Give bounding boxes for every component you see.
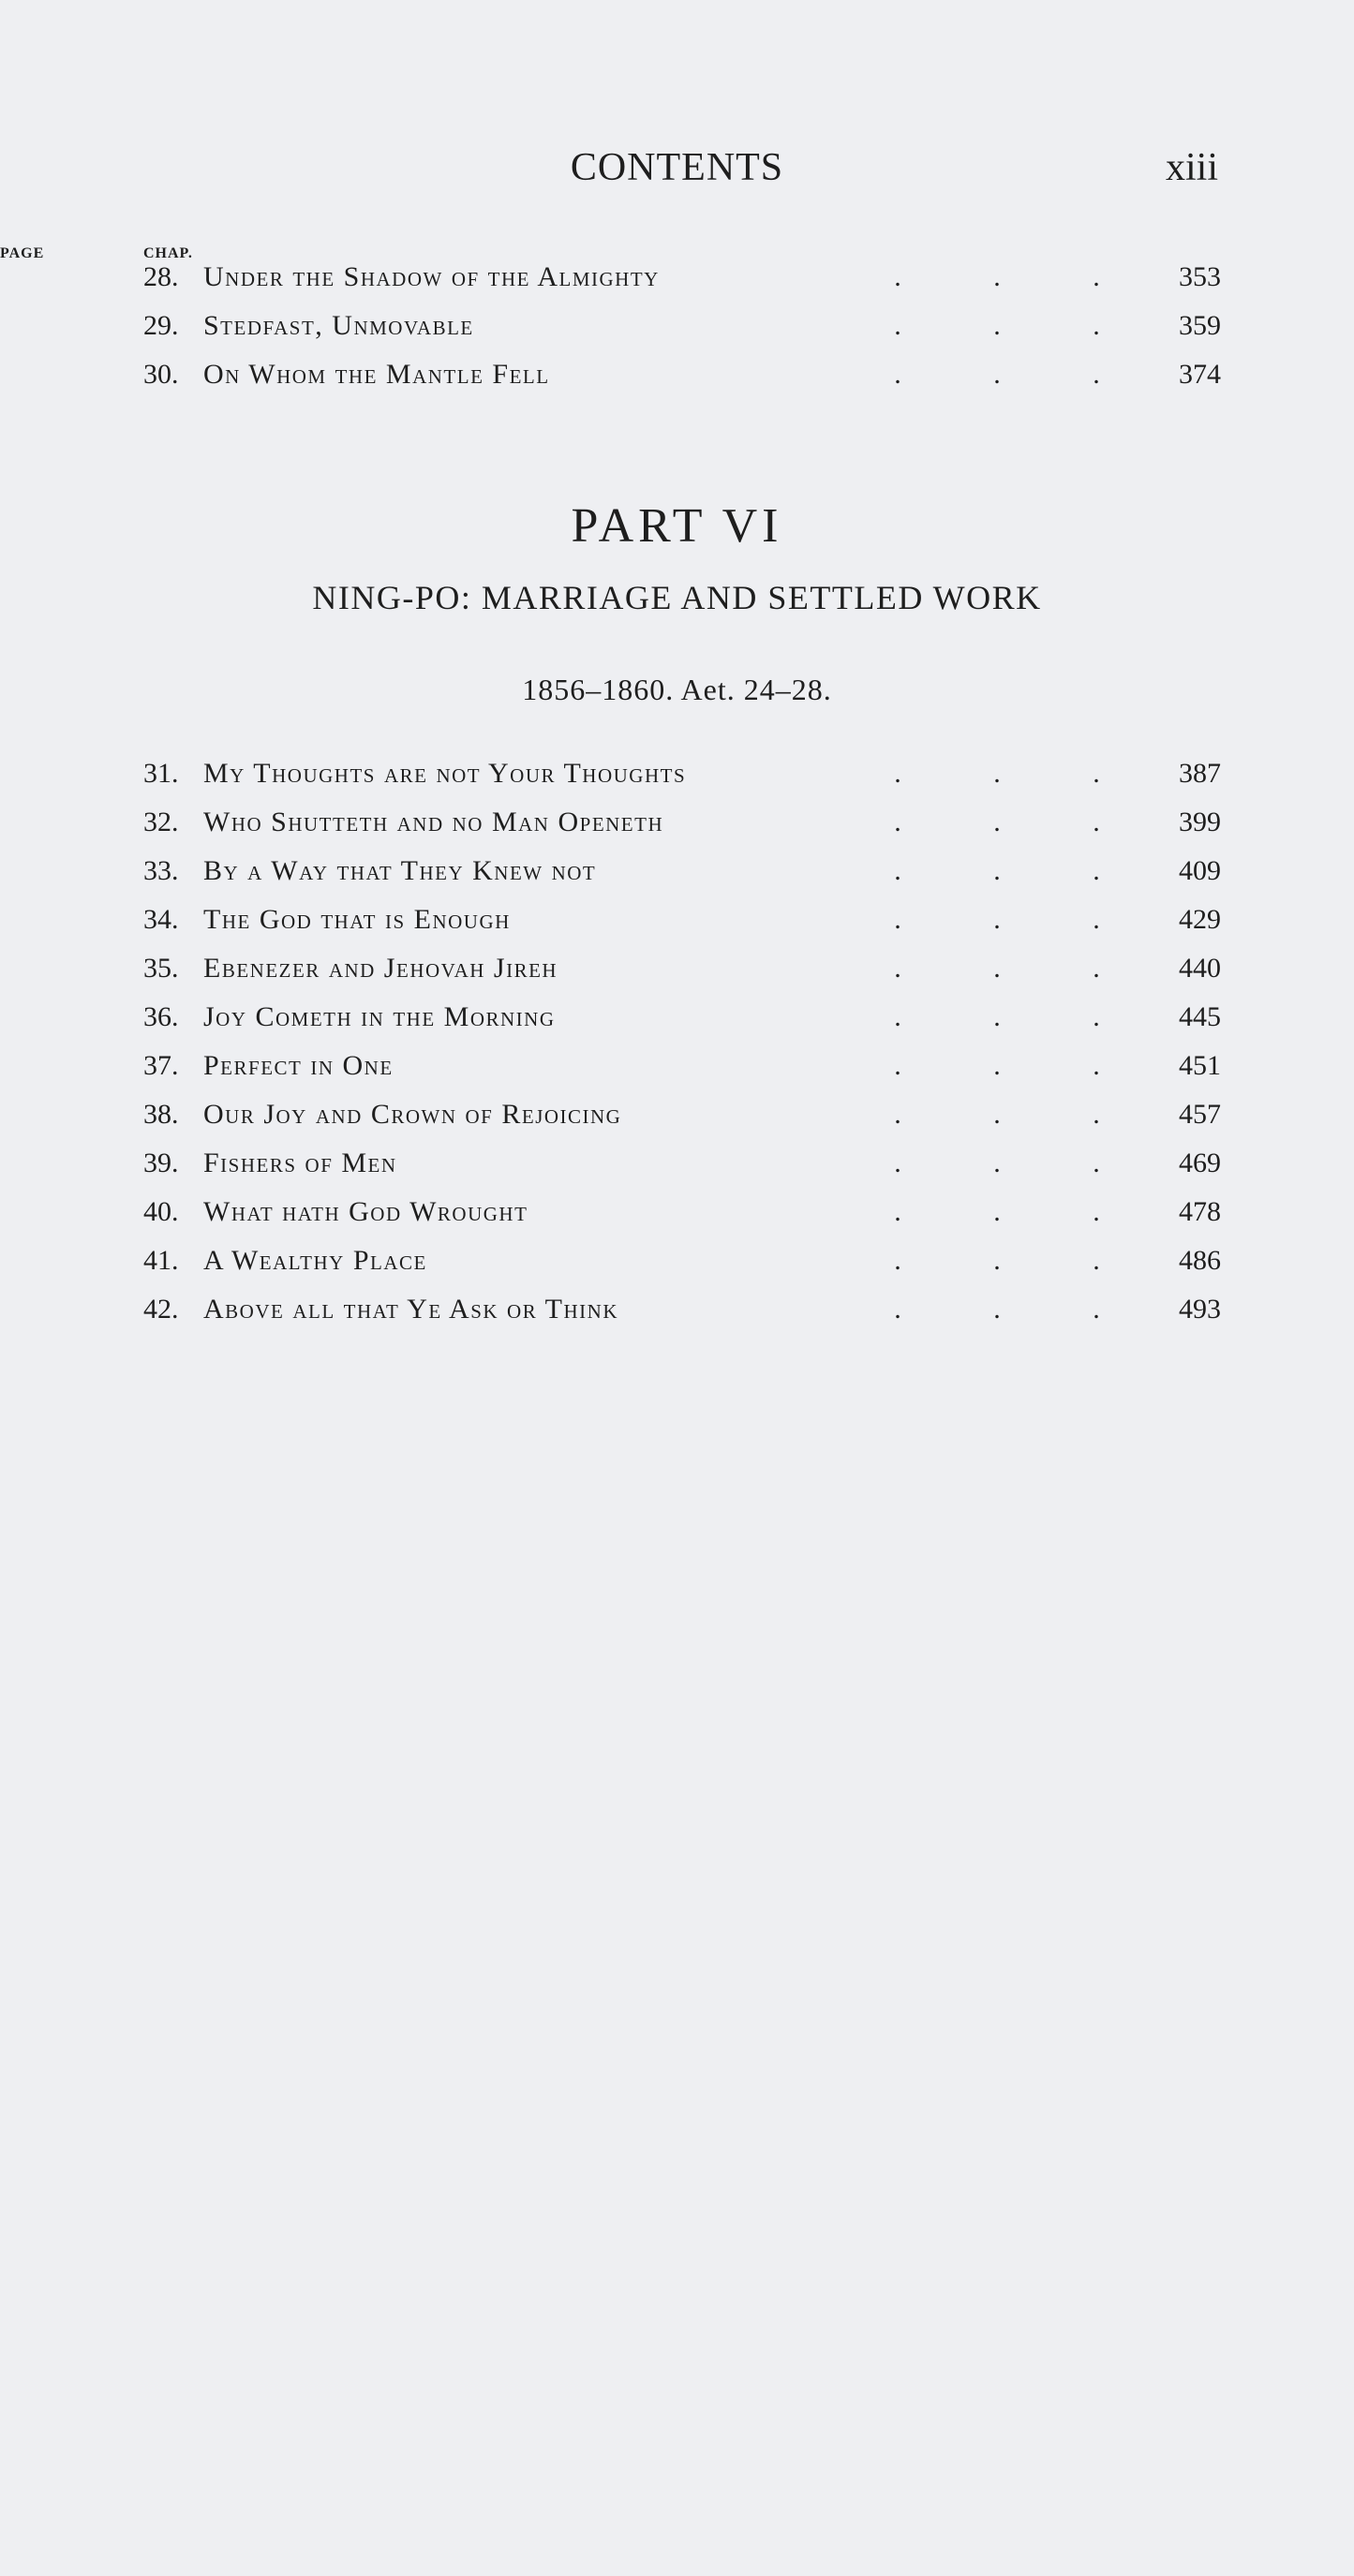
chapter-number: 38. — [143, 1099, 179, 1130]
page-number: xiii — [1165, 146, 1218, 189]
dot-leader: . . . — [894, 310, 1100, 341]
page-ref: 440 — [1179, 953, 1221, 984]
toc-entry — [143, 749, 1221, 798]
chapter-title: Perfect in One — [203, 1050, 394, 1081]
chapter-title: By a Way that They Knew not — [203, 855, 597, 886]
toc-entry — [143, 302, 1221, 350]
chapter-title: What hath God Wrought — [203, 1196, 528, 1227]
chapter-title: Our Joy and Crown of Rejoicing — [203, 1099, 622, 1130]
chapter-number: 34. — [143, 904, 179, 935]
dot-leader: . . . — [894, 1294, 1100, 1325]
toc-entry — [143, 993, 1221, 1042]
page-column-heading: PAGE — [0, 245, 45, 261]
dot-leader: . . . — [894, 1245, 1100, 1276]
chapter-number: 36. — [143, 1001, 179, 1032]
toc-entry — [143, 798, 1221, 847]
page-ref: 359 — [1179, 310, 1221, 341]
page-ref: 353 — [1179, 261, 1221, 292]
toc-entry — [143, 896, 1221, 944]
dot-leader: . . . — [894, 1001, 1100, 1032]
chapter-number: 29. — [143, 310, 179, 341]
page-ref: 399 — [1179, 807, 1221, 837]
page-ref: 469 — [1179, 1147, 1221, 1178]
chapter-title: A Wealthy Place — [203, 1245, 427, 1276]
toc-entry — [143, 847, 1221, 896]
dot-leader: . . . — [894, 953, 1100, 984]
part-dates: 1856–1860. Aet. 24–28. — [522, 673, 832, 706]
chapter-title: Joy Cometh in the Morning — [203, 1001, 556, 1032]
chapter-number: 28. — [143, 261, 179, 292]
toc-entry — [143, 1090, 1221, 1139]
chapter-title: Ebenezer and Jehovah Jireh — [203, 953, 558, 984]
page-ref: 478 — [1179, 1196, 1221, 1227]
dot-leader: . . . — [894, 1147, 1100, 1178]
chapter-number: 39. — [143, 1147, 179, 1178]
running-title: CONTENTS — [570, 146, 784, 189]
page-ref: 429 — [1179, 904, 1221, 935]
chapter-number: 42. — [143, 1294, 179, 1325]
chapter-number: 30. — [143, 359, 179, 390]
page-ref: 387 — [1179, 758, 1221, 789]
chapter-title: On Whom the Mantle Fell — [203, 359, 550, 390]
chapter-number: 33. — [143, 855, 179, 886]
chapter-number: 31. — [143, 758, 179, 789]
toc-entry — [143, 1285, 1221, 1334]
chapter-title: Above all that Ye Ask or Think — [203, 1294, 618, 1325]
dot-leader: . . . — [894, 855, 1100, 886]
page-ref: 445 — [1179, 1001, 1221, 1032]
toc-entry — [143, 1042, 1221, 1090]
toc-list-part-vi — [143, 749, 1221, 1334]
chapter-title: My Thoughts are not Your Thoughts — [203, 758, 687, 789]
dot-leader: . . . — [894, 904, 1100, 935]
toc-entry — [143, 350, 1221, 399]
chapter-title: Who Shutteth and no Man Openeth — [203, 807, 664, 837]
toc-entry — [143, 1236, 1221, 1285]
chapter-title: Under the Shadow of the Almighty — [203, 261, 660, 292]
page-ref: 374 — [1179, 359, 1221, 390]
toc-entry — [143, 944, 1221, 993]
chapter-title: Fishers of Men — [203, 1147, 397, 1178]
dot-leader: . . . — [894, 261, 1100, 292]
dot-leader: . . . — [894, 758, 1100, 789]
chapter-number: 32. — [143, 807, 179, 837]
chapter-number: 41. — [143, 1245, 179, 1276]
chapter-number: 40. — [143, 1196, 179, 1227]
chapter-column-heading: CHAP. — [143, 245, 193, 261]
dot-leader: . . . — [894, 1099, 1100, 1130]
page-ref: 451 — [1179, 1050, 1221, 1081]
chapter-number: 35. — [143, 953, 179, 984]
part-heading: PART VI — [571, 499, 783, 553]
chapter-title: Stedfast, Unmovable — [203, 310, 474, 341]
page-ref: 457 — [1179, 1099, 1221, 1130]
toc-entry — [143, 253, 1221, 302]
part-subtitle: NING-PO: MARRIAGE AND SETTLED WORK — [312, 579, 1042, 616]
page-ref: 409 — [1179, 855, 1221, 886]
chapter-number: 37. — [143, 1050, 179, 1081]
dot-leader: . . . — [894, 1050, 1100, 1081]
dot-leader: . . . — [894, 807, 1100, 837]
dot-leader: . . . — [894, 359, 1100, 390]
toc-entry — [143, 1188, 1221, 1236]
page-ref: 493 — [1179, 1294, 1221, 1325]
toc-entry — [143, 1139, 1221, 1188]
toc-list-part-v — [143, 253, 1221, 399]
page-ref: 486 — [1179, 1245, 1221, 1276]
chapter-title: The God that is Enough — [203, 904, 511, 935]
dot-leader: . . . — [894, 1196, 1100, 1227]
